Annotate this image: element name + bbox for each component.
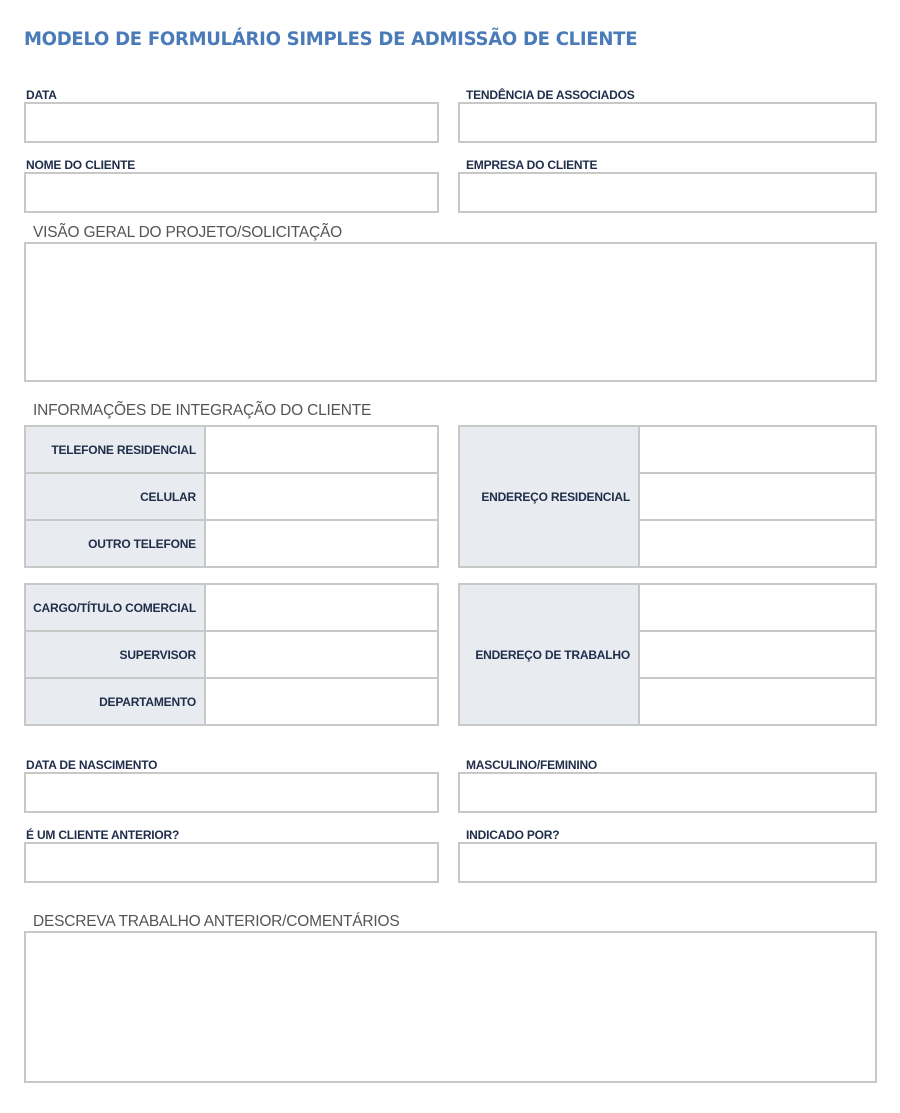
gender-field[interactable] xyxy=(458,772,877,813)
work-address-line-2[interactable] xyxy=(639,631,876,678)
form-title: MODELO DE FORMULÁRIO SIMPLES DE ADMISSÃO DE CLIENTE xyxy=(24,28,638,50)
associate-trend-field[interactable] xyxy=(458,102,877,143)
table-row xyxy=(459,584,876,631)
previous-client-field[interactable] xyxy=(24,842,439,883)
birth-date-field[interactable] xyxy=(24,772,439,813)
table-row xyxy=(25,678,438,725)
table-row xyxy=(25,473,438,520)
other-phone-label: OUTRO TELEFONE xyxy=(25,520,205,567)
date-field[interactable] xyxy=(24,102,439,143)
department-label: DEPARTAMENTO xyxy=(25,678,205,725)
gender-label: MASCULINO/FEMININO xyxy=(466,758,598,772)
associate-trend-label: TENDÊNCIA DE ASSOCIADOS xyxy=(466,88,635,102)
referred-by-field[interactable] xyxy=(458,842,877,883)
table-row xyxy=(459,426,876,473)
other-phone-field[interactable] xyxy=(205,520,438,567)
home-address-line-3[interactable] xyxy=(639,520,876,567)
home-address-table xyxy=(458,425,877,568)
supervisor-label: SUPERVISOR xyxy=(25,631,205,678)
mobile-field[interactable] xyxy=(205,473,438,520)
integration-heading: INFORMAÇÕES DE INTEGRAÇÃO DO CLIENTE xyxy=(33,402,372,419)
client-company-field[interactable] xyxy=(458,172,877,213)
home-address-line-1[interactable] xyxy=(639,426,876,473)
work-address-table xyxy=(458,583,877,726)
job-table xyxy=(24,583,439,726)
work-address-line-3[interactable] xyxy=(639,678,876,725)
client-name-field[interactable] xyxy=(24,172,439,213)
mobile-label: CELULAR xyxy=(25,473,205,520)
department-field[interactable] xyxy=(205,678,438,725)
comments-textarea[interactable] xyxy=(24,931,877,1083)
birth-date-label: DATA DE NASCIMENTO xyxy=(26,758,158,772)
table-row xyxy=(25,426,438,473)
comments-heading: DESCREVA TRABALHO ANTERIOR/COMENTÁRIOS xyxy=(33,913,400,930)
home-address-label: ENDEREÇO RESIDENCIAL xyxy=(459,426,639,567)
date-label: DATA xyxy=(26,88,57,102)
previous-client-label: É UM CLIENTE ANTERIOR? xyxy=(26,828,180,842)
work-address-line-1[interactable] xyxy=(639,584,876,631)
overview-heading: VISÃO GERAL DO PROJETO/SOLICITAÇÃO xyxy=(33,224,343,241)
home-address-line-2[interactable] xyxy=(639,473,876,520)
referred-by-label: INDICADO POR? xyxy=(466,828,560,842)
table-row xyxy=(25,520,438,567)
home-phone-label: TELEFONE RESIDENCIAL xyxy=(25,426,205,473)
supervisor-field[interactable] xyxy=(205,631,438,678)
client-company-label: EMPRESA DO CLIENTE xyxy=(466,158,598,172)
table-row xyxy=(25,584,438,631)
job-title-label: CARGO/TÍTULO COMERCIAL xyxy=(25,584,205,631)
job-title-field[interactable] xyxy=(205,584,438,631)
client-name-label: NOME DO CLIENTE xyxy=(26,158,136,172)
home-phone-field[interactable] xyxy=(205,426,438,473)
overview-textarea[interactable] xyxy=(24,242,877,382)
work-address-label: ENDEREÇO DE TRABALHO xyxy=(459,584,639,725)
table-row xyxy=(25,631,438,678)
contact-table xyxy=(24,425,439,568)
